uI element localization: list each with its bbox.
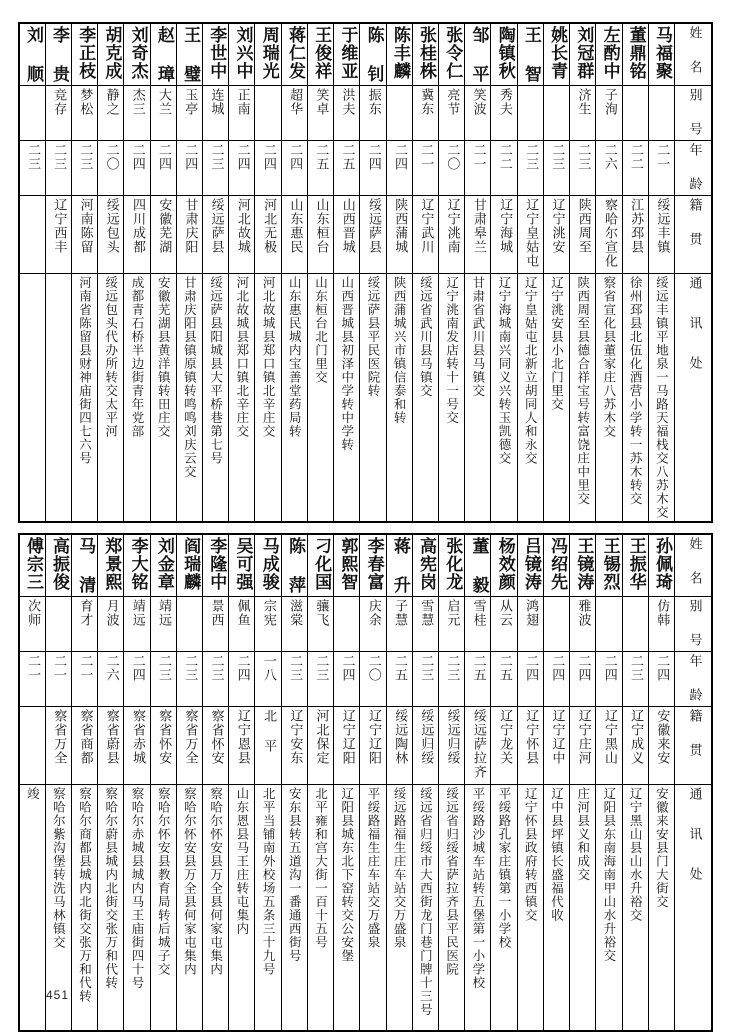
cell-name: 张令仁: [439, 23, 465, 86]
cell-age: 二四: [334, 652, 360, 707]
cell-age: 二四: [648, 652, 674, 707]
cell-age: 二三: [150, 652, 176, 707]
cell-address: 察哈尔商都县城内北街交张万和代转: [71, 785, 97, 1031]
cell-address: [45, 274, 71, 523]
cell-alias: 鸿翅: [517, 597, 543, 652]
cell-age: 二二: [491, 141, 517, 196]
cell-age: 二一: [45, 652, 71, 707]
cell-alias: 靖远: [150, 597, 176, 652]
cell-alias: 梦松: [71, 86, 97, 141]
cell-origin: 北 平: [255, 707, 281, 785]
cell-address: 察哈尔怀安县万全县何家屯集内: [176, 785, 202, 1031]
cell-address: 绥远萨县平民医院转: [360, 274, 386, 523]
cell-name: 王锡烈: [596, 534, 622, 597]
cell-origin: 江苏邳县: [622, 196, 648, 274]
cell-address: 绥远省归绥省萨拉齐县平民医院: [439, 785, 465, 1031]
header-address: 通 讯 处: [675, 274, 713, 523]
cell-name: 王 智: [517, 23, 543, 86]
cell-name: 张化龙: [439, 534, 465, 597]
cell-name: 马 清: [71, 534, 97, 597]
cell-age: 二四: [255, 141, 281, 196]
cell-alias: [334, 597, 360, 652]
table-row-ages: [19, 652, 712, 707]
cell-age: 二一: [19, 652, 45, 707]
cell-address: 徐州邳县北伍化酒营小学转一苏木转交: [622, 274, 648, 523]
cell-address: 绥远路福生庄车站交万盛泉: [386, 785, 412, 1031]
cell-alias: 笑卓: [307, 86, 333, 141]
cell-alias: 佩鱼: [229, 597, 255, 652]
cell-origin: 察省蔚县: [98, 707, 124, 785]
cell-origin: 察省赤城: [124, 707, 150, 785]
cell-name: 冯绍先: [543, 534, 569, 597]
cell-age: 二三: [570, 141, 596, 196]
cell-age: 二四: [570, 652, 596, 707]
cell-age: 二四: [176, 141, 202, 196]
cell-alias: 秀夫: [491, 86, 517, 141]
cell-alias: 靖远: [124, 597, 150, 652]
cell-age: 二〇: [98, 141, 124, 196]
cell-age: 二四: [124, 141, 150, 196]
header-alias: 别 号: [675, 86, 713, 141]
cell-address: 平绥路福生庄车站交万盛泉: [360, 785, 386, 1031]
cell-age: 二三: [412, 652, 438, 707]
cell-origin: 辽宁成义: [622, 707, 648, 785]
cell-alias: [596, 597, 622, 652]
cell-origin: 察省怀安: [203, 707, 229, 785]
cell-name: 王镜涛: [570, 534, 596, 597]
cell-alias: 雪慧: [412, 597, 438, 652]
cell-origin: 察省万全: [45, 707, 71, 785]
cell-alias: 杰三: [124, 86, 150, 141]
cell-alias: 亮节: [439, 86, 465, 141]
cell-address: 察哈尔紫沟堡转洗马林镇交: [45, 785, 71, 1031]
cell-name: 周瑞光: [255, 23, 281, 86]
cell-origin: 辽宁洮南: [439, 196, 465, 274]
cell-origin: 辽宁西丰: [45, 196, 71, 274]
cell-age: 二三: [517, 141, 543, 196]
cell-origin: 辽宁辽中: [543, 707, 569, 785]
cell-age: 二四: [386, 141, 412, 196]
cell-name: 左酌中: [596, 23, 622, 86]
cell-age: 二三: [45, 141, 71, 196]
cell-address: 竣: [19, 785, 45, 1031]
cell-alias: [386, 86, 412, 141]
cell-name: 高振俊: [45, 534, 71, 597]
cell-age: 二三: [203, 141, 229, 196]
cell-name: 陈 萍: [281, 534, 307, 597]
cell-age: 二二: [622, 141, 648, 196]
cell-name: 吴可强: [229, 534, 255, 597]
cell-address: 绥远包头代办所转交太平河: [98, 274, 124, 523]
cell-origin: 绥远丰镇: [648, 196, 674, 274]
cell-name: 董鼎铭: [622, 23, 648, 86]
cell-age: 二一: [71, 652, 97, 707]
cell-age: 二六: [98, 652, 124, 707]
cell-alias: 正南: [229, 86, 255, 141]
cell-name: 李大铭: [124, 534, 150, 597]
cell-alias: 超华: [281, 86, 307, 141]
cell-origin: 辽宁恩县: [229, 707, 255, 785]
cell-age: 二三: [203, 652, 229, 707]
cell-origin: 辽宁武川: [412, 196, 438, 274]
cell-address: 绥远省武川县马镇交: [412, 274, 438, 523]
cell-name: 吕镜涛: [517, 534, 543, 597]
cell-address: 河北故城县郑口镇北辛庄交: [255, 274, 281, 523]
cell-age: 二五: [307, 141, 333, 196]
cell-address: 北平雍和宫大街一百十五号: [307, 785, 333, 1031]
cell-address: 陕西蒲城兴市镇信泰和转: [386, 274, 412, 523]
cell-name: 王振华: [622, 534, 648, 597]
cell-age: 二五: [386, 652, 412, 707]
cell-origin: 辽宁安东: [281, 707, 307, 785]
table-row-aliases: [19, 86, 712, 141]
cell-alias: [517, 86, 543, 141]
cell-address: 陕西周至县德合祥宝号转富饶庄中里交: [570, 274, 596, 523]
cell-age: 二六: [596, 141, 622, 196]
cell-alias: [45, 597, 71, 652]
cell-address: 辽宁皇姑屯北新立胡同人和永交: [517, 274, 543, 523]
cell-age: 二四: [150, 141, 176, 196]
cell-age: 二四: [281, 141, 307, 196]
header-name: 姓 名: [675, 23, 713, 86]
cell-name: 郑景熙: [98, 534, 124, 597]
cell-name: 刘 顺: [19, 23, 45, 86]
cell-age: 二五: [334, 141, 360, 196]
cell-name: 陈 钊: [360, 23, 386, 86]
cell-age: 二四: [124, 652, 150, 707]
cell-alias: [543, 597, 569, 652]
cell-origin: 绥远陶林: [386, 707, 412, 785]
cell-origin: 四川成都: [124, 196, 150, 274]
cell-origin: 绥远归绥: [412, 707, 438, 785]
cell-origin: 河北保定: [307, 707, 333, 785]
cell-age: 二〇: [360, 652, 386, 707]
roster-table-top: [18, 22, 713, 523]
cell-age: 一八: [255, 652, 281, 707]
cell-age: 二四: [360, 141, 386, 196]
cell-age: 二一: [465, 141, 491, 196]
header-age: 年 龄: [675, 652, 713, 707]
cell-alias: 子慧: [386, 597, 412, 652]
cell-address: 成都青石桥半边街青年党部: [124, 274, 150, 523]
cell-origin: 山西晋城: [334, 196, 360, 274]
cell-address: 山东恩县马王庄转屯集内: [229, 785, 255, 1031]
table-row-addresses: [19, 785, 712, 1031]
cell-age: 二四: [596, 652, 622, 707]
table-row-names: [19, 534, 712, 597]
cell-address: 山东桓台北门里交: [307, 274, 333, 523]
cell-alias: 从云: [491, 597, 517, 652]
cell-origin: 辽宁庄河: [570, 707, 596, 785]
cell-origin: 察省怀安: [150, 707, 176, 785]
cell-address: 平绥路沙城车站转五堡第一小学校: [465, 785, 491, 1031]
cell-address: 辽阳县东南海南甲山水升裕交: [596, 785, 622, 1031]
cell-alias: 月波: [98, 597, 124, 652]
cell-origin: 辽宁海城: [491, 196, 517, 274]
cell-name: 姚长青: [543, 23, 569, 86]
cell-origin: 山东惠民: [281, 196, 307, 274]
cell-origin: 绥远萨县: [203, 196, 229, 274]
cell-alias: [622, 597, 648, 652]
cell-name: 蒋 升: [386, 534, 412, 597]
cell-name: 蒋仁发: [281, 23, 307, 86]
cell-age: 二三: [439, 652, 465, 707]
cell-name: 孙佩琦: [648, 534, 674, 597]
cell-name: 陶镇秋: [491, 23, 517, 86]
cell-name: 李隆中: [203, 534, 229, 597]
cell-age: 二〇: [439, 141, 465, 196]
cell-origin: 河北故城: [229, 196, 255, 274]
cell-name: 马成骏: [255, 534, 281, 597]
cell-address: 山西晋城县初泽中学转中学转: [334, 274, 360, 523]
cell-age: 二三: [543, 141, 569, 196]
cell-address: 辽宁海城南兴同义兴转玉凯德交: [491, 274, 517, 523]
header-name: 姓 名: [675, 534, 713, 597]
cell-name: 李世中: [203, 23, 229, 86]
roster-table-bottom: [18, 533, 713, 1032]
cell-name: 张桂株: [412, 23, 438, 86]
cell-alias: 骧飞: [307, 597, 333, 652]
cell-address: 安徽来安县门大街交: [648, 785, 674, 1031]
cell-alias: 笑波: [465, 86, 491, 141]
cell-origin: 绥远萨县: [360, 196, 386, 274]
cell-name: 赵 璋: [150, 23, 176, 86]
cell-origin: [19, 196, 45, 274]
cell-address: 察哈尔赤城县城内马王庙街四十号: [124, 785, 150, 1031]
cell-age: 二四: [543, 652, 569, 707]
cell-address: [19, 274, 45, 523]
cell-alias: 雪桂: [465, 597, 491, 652]
cell-address: 察哈尔怀安县万全县何家屯集内: [203, 785, 229, 1031]
cell-address: 北平当铺南外校场五条三十九号: [255, 785, 281, 1031]
table-row-origins: [19, 196, 712, 274]
cell-address: 庄河县义和成交: [570, 785, 596, 1031]
cell-alias: 子洵: [596, 86, 622, 141]
cell-age: 二三: [622, 652, 648, 707]
cell-alias: 连城: [203, 86, 229, 141]
cell-address: 绥远省归绥市大西街龙门巷门牌十三号: [412, 785, 438, 1031]
cell-age: 二五: [491, 652, 517, 707]
cell-address: 山东惠民城内宝善堂药局转: [281, 274, 307, 523]
cell-alias: 育才: [71, 597, 97, 652]
cell-alias: 庆余: [360, 597, 386, 652]
cell-origin: 辽宁黑山: [596, 707, 622, 785]
cell-name: 王 璧: [176, 23, 202, 86]
cell-origin: 察省万全: [176, 707, 202, 785]
cell-alias: [176, 597, 202, 652]
cell-address: 辽阳县城东北下窑转交公安堡: [334, 785, 360, 1031]
cell-alias: [622, 86, 648, 141]
cell-alias: [255, 86, 281, 141]
cell-origin: 山东桓台: [307, 196, 333, 274]
cell-age: 二一: [412, 141, 438, 196]
cell-origin: 安徽来安: [648, 707, 674, 785]
cell-age: 二一: [648, 141, 674, 196]
table-row-names: [19, 23, 712, 86]
cell-alias: 洪夫: [334, 86, 360, 141]
cell-origin: 安徽芜湖: [150, 196, 176, 274]
cell-name: 阎瑞麟: [176, 534, 202, 597]
cell-origin: 辽宁洮安: [543, 196, 569, 274]
cell-address: 察哈尔蔚县城内北街交张万和代转: [98, 785, 124, 1031]
cell-alias: [19, 86, 45, 141]
cell-alias: 启元: [439, 597, 465, 652]
cell-origin: 绥远包头: [98, 196, 124, 274]
cell-origin: 察哈尔宣化: [596, 196, 622, 274]
cell-name: 李 贵: [45, 23, 71, 86]
cell-age: 二三: [19, 141, 45, 196]
cell-alias: 宗宪: [255, 597, 281, 652]
table-row-addresses: [19, 274, 712, 523]
cell-address: 甘肃庆阳县镇原镇转鸣鸣刘庆云交: [176, 274, 202, 523]
cell-origin: 陕西蒲城: [386, 196, 412, 274]
cell-name: 董 毅: [465, 534, 491, 597]
cell-name: 高宪岗: [412, 534, 438, 597]
cell-address: 河南省陈留县财神庙街四七六号: [71, 274, 97, 523]
cell-alias: [648, 86, 674, 141]
cell-name: 刘兴中: [229, 23, 255, 86]
cell-name: 王俊祥: [307, 23, 333, 86]
cell-name: 陈丰麟: [386, 23, 412, 86]
cell-address: 绥远萨县阳城县大平桥巷第七号: [203, 274, 229, 523]
header-alias: 别 号: [675, 597, 713, 652]
cell-alias: 大兰: [150, 86, 176, 141]
cell-age: 二三: [307, 652, 333, 707]
cell-alias: 静之: [98, 86, 124, 141]
cell-address: 辽中县坪镇长盛福代收: [543, 785, 569, 1031]
cell-address: 辽宁黑山县山水升裕交: [622, 785, 648, 1031]
cell-origin: 绥远归绥: [439, 707, 465, 785]
cell-alias: 雅波: [570, 597, 596, 652]
cell-origin: 辽宁辽阳: [334, 707, 360, 785]
cell-address: 辽宁洮安县小北门里交: [543, 274, 569, 523]
cell-name: 马福聚: [648, 23, 674, 86]
cell-alias: 济生: [570, 86, 596, 141]
cell-origin: [19, 707, 45, 785]
header-origin: 籍 贯: [675, 196, 713, 274]
cell-name: 刘冠群: [570, 23, 596, 86]
cell-name: 胡克成: [98, 23, 124, 86]
cell-name: 刘金章: [150, 534, 176, 597]
header-origin: 籍 贯: [675, 707, 713, 785]
table-row-aliases: [19, 597, 712, 652]
cell-address: 察省宣化县董家庄八苏木交: [596, 274, 622, 523]
cell-name: 刘奇杰: [124, 23, 150, 86]
cell-name: 刁化国: [307, 534, 333, 597]
cell-age: 二三: [176, 652, 202, 707]
cell-name: 李春富: [360, 534, 386, 597]
cell-origin: 甘肃庆阳: [176, 196, 202, 274]
cell-origin: 辽宁辽阳: [360, 707, 386, 785]
cell-address: 平绥路孔家庄镇第一小学校: [491, 785, 517, 1031]
cell-alias: 次师: [19, 597, 45, 652]
cell-age: 二三: [71, 141, 97, 196]
cell-name: 邹 平: [465, 23, 491, 86]
cell-alias: 冀东: [412, 86, 438, 141]
cell-origin: 辽宁皇姑屯: [517, 196, 543, 274]
cell-age: 二四: [517, 652, 543, 707]
cell-address: 辽宁怀县政府转西镇交: [517, 785, 543, 1031]
cell-address: 安东县转五道沟一番通西街号: [281, 785, 307, 1031]
cell-alias: 滋棠: [281, 597, 307, 652]
cell-name: 杨效颜: [491, 534, 517, 597]
cell-origin: 河北无极: [255, 196, 281, 274]
cell-age: 二五: [465, 652, 491, 707]
cell-alias: 玉亭: [176, 86, 202, 141]
cell-age: 二四: [229, 141, 255, 196]
cell-name: 李正枝: [71, 23, 97, 86]
header-age: 年 龄: [675, 141, 713, 196]
cell-alias: 仿韩: [648, 597, 674, 652]
table-row-origins: [19, 707, 712, 785]
cell-address: 甘肃省武川县马镇交: [465, 274, 491, 523]
cell-origin: 辽宁龙关: [491, 707, 517, 785]
header-address: 通 讯 处: [675, 785, 713, 1031]
cell-origin: 察省商都: [71, 707, 97, 785]
cell-name: 傅宗三: [19, 534, 45, 597]
cell-origin: 辽宁怀县: [517, 707, 543, 785]
page-number: 451: [46, 988, 70, 1002]
cell-alias: 振东: [360, 86, 386, 141]
cell-alias: 景西: [203, 597, 229, 652]
cell-alias: 竞存: [45, 86, 71, 141]
cell-address: 察哈尔怀安县教育局转后城子交: [150, 785, 176, 1031]
cell-address: 河北故城县郑口镇北辛庄交: [229, 274, 255, 523]
cell-origin: 陕西周至: [570, 196, 596, 274]
cell-name: 郭熙智: [334, 534, 360, 597]
cell-address: 安徽芜湖县黄洋镇转田庄交: [150, 274, 176, 523]
cell-age: 二四: [229, 652, 255, 707]
table-row-ages: [19, 141, 712, 196]
cell-origin: 河南陈留: [71, 196, 97, 274]
cell-address: 辽宁洮南发店转十一号交: [439, 274, 465, 523]
cell-address: 绥远丰镇平地泉一马路天福栈交八苏木交: [648, 274, 674, 523]
cell-name: 于维亚: [334, 23, 360, 86]
cell-origin: 绥远萨拉齐: [465, 707, 491, 785]
cell-origin: 甘肃皋兰: [465, 196, 491, 274]
cell-age: 二三: [281, 652, 307, 707]
cell-alias: [543, 86, 569, 141]
